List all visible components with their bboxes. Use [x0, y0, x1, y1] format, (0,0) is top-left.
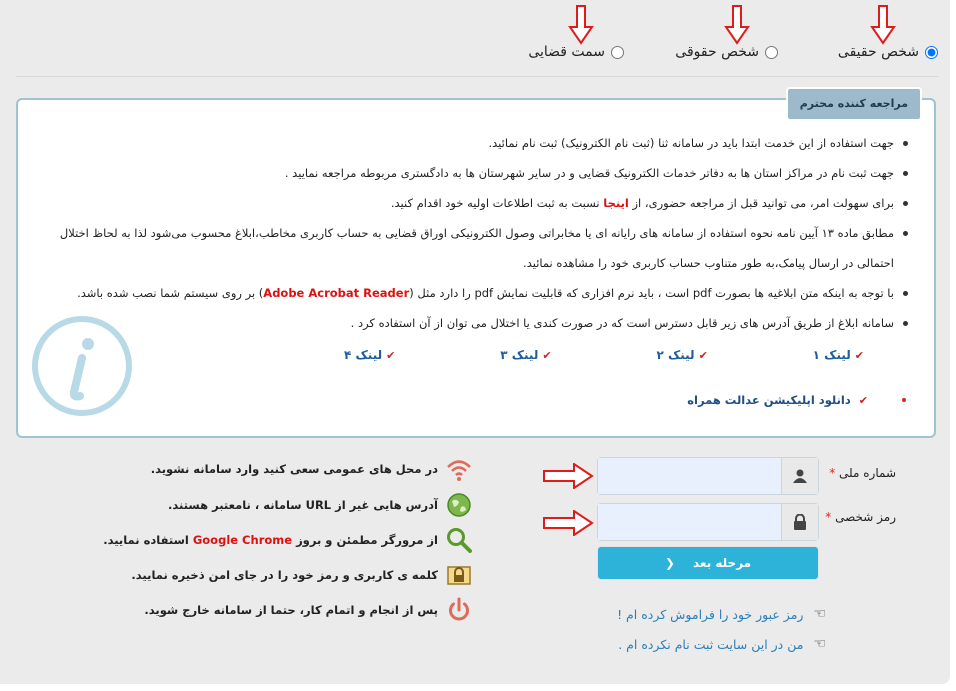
magnifier-icon	[446, 527, 472, 553]
warning-public-places	[151, 456, 472, 482]
link-label: لینک ۳	[500, 348, 539, 362]
password-input[interactable]	[598, 504, 781, 540]
national-id-label	[829, 466, 896, 480]
radio-input-natural[interactable]	[925, 46, 938, 59]
notice-title: مراجعه کننده محترم	[786, 87, 922, 121]
radio-input-legal[interactable]	[765, 46, 778, 59]
warning-credentials	[131, 562, 472, 588]
wifi-icon	[446, 456, 472, 482]
pointing-hand-icon: ☜	[813, 606, 826, 622]
link-label: لینک ۴	[344, 348, 383, 362]
divider	[16, 76, 938, 77]
list-item	[28, 278, 908, 308]
forgot-password-link[interactable]	[617, 606, 826, 622]
arrow-right-icon	[542, 510, 594, 536]
link-label: من در این سایت ثبت نام نکرده ام .	[618, 636, 804, 652]
warning-text: کلمه ی کاربری و رمز خود را در جای امن ذخیره نمایید.	[131, 568, 438, 582]
here-link[interactable]: اینجا	[603, 196, 629, 210]
notice-text: با توجه به اینکه متن ابلاغیه ها بصورت pdf است ، باید نرم افزاری که قابلیت نمایش pdf را دارد مثل (	[409, 286, 894, 300]
label-text: رمز شخصی	[835, 510, 896, 524]
warning-url	[168, 492, 472, 518]
chrome-name: Google Chrome	[192, 533, 293, 547]
list-item: جهت استفاده از این خدمت ابتدا باید در سامانه ثنا (ثبت نام الکترونیک) ثبت نام نمائید.	[28, 128, 908, 158]
warning-browser	[103, 527, 472, 553]
national-id-field[interactable]	[597, 457, 819, 495]
warning-logout	[144, 597, 472, 623]
warning-text: در محل های عمومی سعی کنید وارد سامانه نشوید.	[150, 462, 438, 476]
radio-label: سمت قضایی	[528, 44, 605, 60]
notice-text: ) بر روی سیستم شما نصب شده باشد.	[77, 286, 264, 300]
label-text: شماره ملی	[839, 466, 896, 480]
arrow-down-icon	[724, 5, 750, 45]
acrobat-link[interactable]: Adobe Acrobat Reader	[263, 286, 410, 300]
next-step-button[interactable]	[597, 546, 819, 580]
pointing-hand-icon: ☜	[813, 636, 826, 652]
warning-text	[103, 533, 438, 547]
mirror-links	[344, 348, 864, 362]
list-item	[28, 188, 908, 218]
mirror-link-3[interactable]	[500, 348, 551, 362]
info-icon	[30, 314, 134, 418]
person-type-selector	[0, 44, 950, 68]
link-label: لینک ۲	[656, 348, 695, 362]
radio-label: شخص حقیقی	[837, 44, 919, 60]
mirror-link-2[interactable]	[656, 348, 707, 362]
list-item: جهت ثبت نام در مراکز استان ها به دفاتر خدمات الکترونیک قضایی و در سایر شهرستان ها به دادگستری مربوطه مراجعه نمایید .	[28, 158, 908, 188]
list-item: سامانه ابلاغ از طریق آدرس های زیر قابل دسترس است که در صورت کندی یا اختلال می توان از آن استفاده کرد .	[28, 308, 908, 338]
list-item: مطابق ماده ۱۳ آیین نامه نحوه استفاده از سامانه های رایانه ای یا مخابراتی وصول الکترونیکی اوراق قضایی به حساب کاربری مخاطب،ابلاغ محسوب می‌شود لذا به لحاظ اختلال احتمالی در ارسال پیامک،به طور متناوب حساب کاربری خود را مشاهده نمائید.	[28, 218, 908, 278]
power-icon	[446, 597, 472, 623]
national-id-input[interactable]	[598, 458, 781, 494]
notice-panel	[16, 98, 936, 438]
notice-list	[28, 128, 908, 338]
required-mark: *	[825, 510, 832, 524]
next-button-label: مرحله بعد	[692, 556, 752, 570]
arrow-down-icon	[568, 5, 594, 45]
radio-input-judicial[interactable]	[611, 46, 624, 59]
warning-text-part: استفاده نمایید.	[103, 533, 189, 547]
safe-lock-icon	[446, 562, 472, 588]
notice-text: نسبت به ثبت اطلاعات اولیه خود اقدام کنید.	[390, 196, 600, 210]
check-icon: ✔	[698, 348, 708, 362]
warning-text: آدرس هایی غیر از URL سامانه ، نامعتبر هستند.	[168, 498, 438, 512]
password-field[interactable]	[597, 503, 819, 541]
app-download-row	[687, 393, 906, 407]
radio-label: شخص حقوقی	[675, 44, 759, 60]
required-mark: *	[829, 466, 836, 480]
user-icon	[781, 458, 818, 494]
radio-natural-person[interactable]	[838, 44, 938, 60]
warning-text: پس از انجام و اتمام کار، حتما از سامانه خارج شوید.	[144, 603, 438, 617]
link-label: رمز عبور خود را فراموش کرده ام !	[617, 606, 804, 622]
check-icon: ✔	[386, 348, 396, 362]
arrow-right-icon	[542, 463, 594, 489]
check-icon: ✔	[854, 348, 864, 362]
link-label: لینک ۱	[812, 348, 851, 362]
not-registered-link[interactable]	[618, 636, 826, 652]
mirror-link-1[interactable]	[813, 348, 864, 362]
chevron-left-icon: ❮	[664, 556, 675, 570]
mirror-link-4[interactable]	[344, 348, 395, 362]
check-icon: ✔	[858, 393, 868, 407]
bullet-dot	[902, 398, 906, 402]
notice-text: برای سهولت امر، می توانید قبل از مراجعه حضوری، از	[632, 196, 894, 210]
password-label	[825, 510, 896, 524]
radio-legal-person[interactable]	[675, 44, 778, 60]
lock-icon	[781, 504, 818, 540]
arrow-down-icon	[870, 5, 896, 45]
warning-text-part: از مرورگر مطمئن و بروز	[296, 533, 438, 547]
globe-icon	[446, 492, 472, 518]
check-icon: ✔	[542, 348, 552, 362]
radio-judicial-position[interactable]	[528, 44, 624, 60]
app-download-link[interactable]: دانلود اپلیکیشن عدالت همراه	[687, 393, 851, 407]
